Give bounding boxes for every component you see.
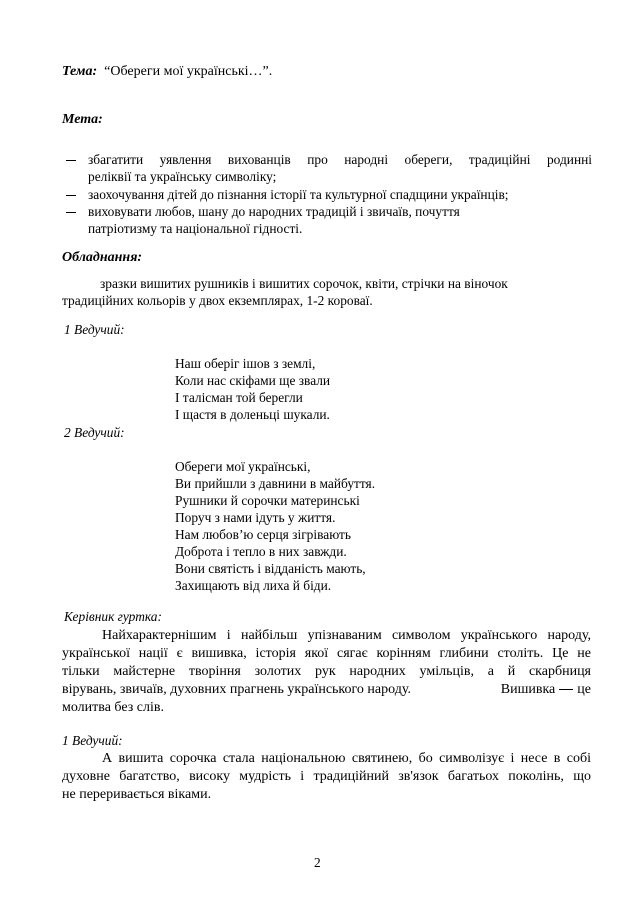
poem1-line4: І щастя в доленьці шукали. bbox=[175, 407, 330, 422]
topic-title: “Обереги мої українські…”. bbox=[104, 64, 273, 79]
leader-label: Керівник гуртка: bbox=[64, 609, 162, 624]
topic-line bbox=[62, 63, 272, 81]
poem2-line3: Рушники й сорочки материнські bbox=[175, 493, 360, 508]
leader-line3: тільки майстерне творіння золотих рук народних умільців, а й скарбниця bbox=[62, 664, 591, 679]
poem2-line6: Доброта і тепло в них завжди. bbox=[175, 544, 347, 559]
goal-label: Мета: bbox=[62, 112, 103, 127]
poem2-line1: Обереги мої українські, bbox=[175, 459, 311, 474]
topic-label: Тема: bbox=[62, 64, 98, 79]
speaker1-prose-line3: не переривається віками. bbox=[62, 787, 212, 802]
leader-line2: української нації є вишивка, історія якої сягає корінням глибини століть. Це не bbox=[62, 646, 591, 661]
page-number: 2 bbox=[314, 855, 321, 870]
poem1-line3: І талісман той берегли bbox=[175, 390, 303, 405]
leader-line4-tail bbox=[501, 681, 591, 699]
goal-item-1-line2: реліквії та українську символіку; bbox=[88, 169, 277, 184]
bullet-dash bbox=[66, 195, 76, 196]
equipment-label: Обладнання: bbox=[62, 250, 143, 265]
speaker1-prose-label: 1 Ведучий: bbox=[62, 733, 123, 748]
poem2-line5: Нам любов’ю серця зігрівають bbox=[175, 527, 351, 542]
leader-line4-tail-a: Вишивка bbox=[500, 682, 556, 697]
em-dash bbox=[559, 689, 573, 690]
poem1-line2: Коли нас скіфами ще звали bbox=[175, 373, 331, 388]
speaker1-prose-line1: А вишита сорочка стала національною святинею, бо символізує і несе в собі bbox=[102, 751, 591, 766]
poem2-line4: Поруч з нами ідуть у життя. bbox=[175, 510, 336, 525]
poem2-line7: Вони святість і відданість мають, bbox=[175, 561, 366, 576]
poem2-line8: Захищають від лиха й біди. bbox=[175, 578, 332, 593]
equipment-line1: зразки вишитих рушників і вишитих сорочок, квіти, стрічки на віночок bbox=[100, 276, 508, 291]
speaker1-prose-line2: духовне багатство, високу мудрість і традиційний зв'язок багатьох поколінь, що bbox=[62, 769, 591, 784]
speaker2-label: 2 Ведучий: bbox=[64, 425, 125, 440]
goal-item-3-line2: патріотизму та національної гідності. bbox=[88, 221, 303, 236]
speaker1-label: 1 Ведучий: bbox=[64, 322, 125, 337]
equipment-line2: традиційних кольорів у двох екземплярах, 1-2 короваї. bbox=[62, 293, 373, 308]
leader-line4-text: вірувань, звичаїв, духовних прагнень українського народу. bbox=[62, 682, 411, 697]
goal-item-3-line1: виховувати любов, шану до народних традицій і звичаїв, почуття bbox=[88, 204, 460, 219]
bullet-dash bbox=[66, 212, 76, 213]
leader-last-line: молитва без слів. bbox=[62, 700, 164, 715]
poem1-line1: Наш оберіг ішов з землі, bbox=[175, 356, 316, 371]
goal-item-1-line1: збагатити уявлення вихованців про народні обереги, традиційні родинні bbox=[88, 152, 592, 167]
leader-line4 bbox=[62, 681, 591, 699]
leader-line1: Найхарактернішим і найбільш упізнаваним символом українського народу, bbox=[102, 628, 591, 643]
leader-line4-tail-b: це bbox=[577, 682, 591, 697]
poem2-line2: Ви прийшли з давнини в майбуття. bbox=[175, 476, 376, 491]
goal-item-2-line1: заохочування дітей до пізнання історії та культурної спадщини українців; bbox=[88, 187, 509, 202]
bullet-dash bbox=[66, 160, 76, 161]
